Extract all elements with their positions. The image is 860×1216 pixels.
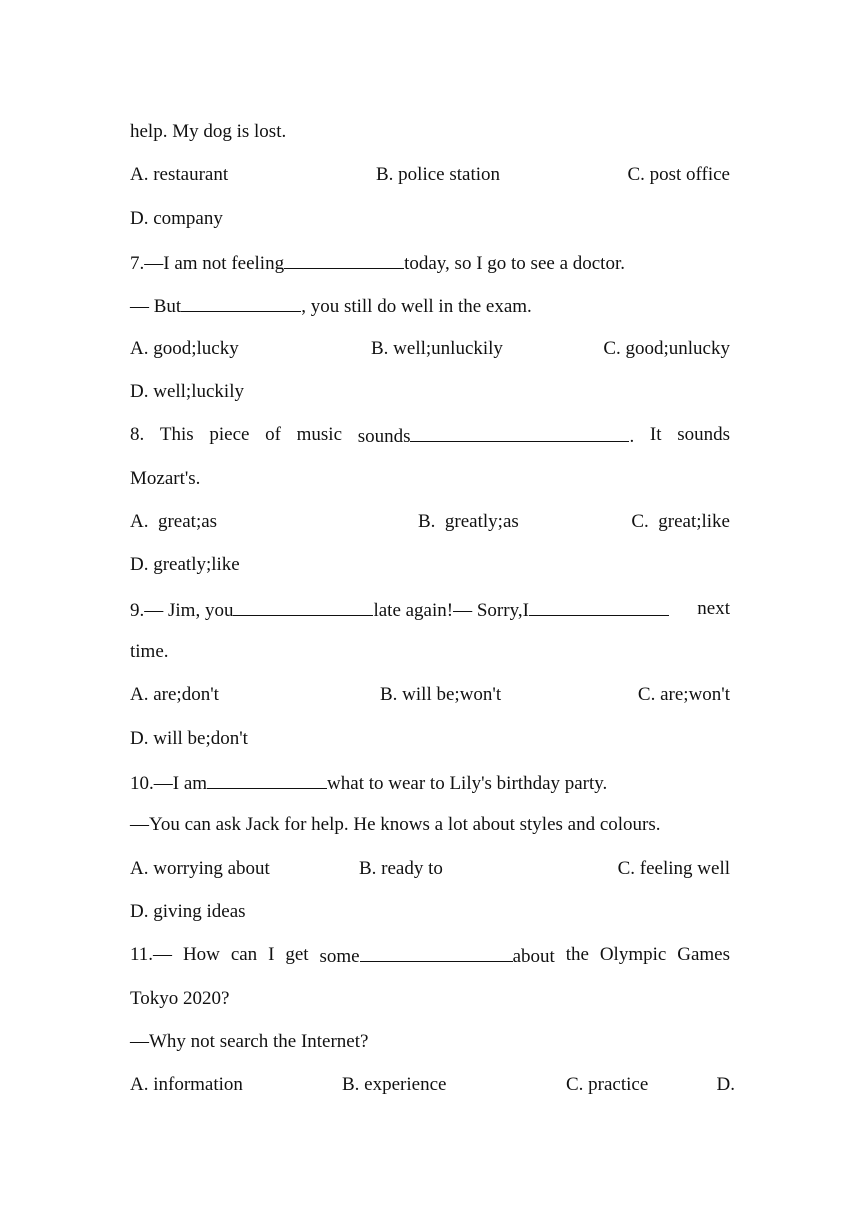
q8-stem xyxy=(130,421,730,449)
q11-option-d: D. xyxy=(716,1074,735,1095)
q6-option-a: A. restaurant xyxy=(130,164,229,185)
q10-stem-part-b: what to wear to Lily's birthday party. xyxy=(327,773,608,794)
q10-options-row xyxy=(130,855,730,883)
q11-word: some xyxy=(319,946,360,967)
q7-option-d: D. well;luckily xyxy=(130,381,244,402)
q11-word-with-blank xyxy=(319,941,554,969)
q11-word: 11.— xyxy=(130,944,173,965)
q11-word: the xyxy=(565,944,589,965)
text-line: help. My dog is lost. xyxy=(130,121,287,142)
q8-word: It xyxy=(649,424,662,445)
q8-word: piece xyxy=(209,424,250,445)
answer-blank xyxy=(181,291,301,312)
q8-word: of xyxy=(265,424,281,445)
q11-stem-continuation xyxy=(130,985,730,1013)
q7-reply xyxy=(130,291,730,319)
q11-word: about xyxy=(512,946,555,967)
q7-stem-part-b: today, so I go to see a doctor. xyxy=(404,253,625,274)
q11-reply xyxy=(130,1028,730,1056)
q9-options-row xyxy=(130,681,730,709)
q8-stem-continuation xyxy=(130,465,730,493)
q10-stem xyxy=(130,768,730,796)
q9-option-b: B. will be;won't xyxy=(380,684,502,705)
q11-option-a: A. information xyxy=(130,1074,243,1095)
q9-stem xyxy=(130,595,730,623)
q9-option-c: C. are;won't xyxy=(637,684,730,705)
q6-option-d: D. company xyxy=(130,208,223,229)
q11-option-c: C. practice xyxy=(566,1074,649,1095)
answer-blank xyxy=(233,595,373,616)
answer-blank xyxy=(529,595,669,616)
q8-period: . xyxy=(629,426,635,447)
q10-stem-part-a: 10.—I am xyxy=(130,773,208,794)
answer-blank xyxy=(410,421,629,442)
q6-option-d-row xyxy=(130,205,730,233)
answer-blank xyxy=(360,941,513,962)
q6-stem-continuation xyxy=(130,118,730,146)
text-line: Tokyo 2020? xyxy=(130,988,230,1009)
q9-option-d: D. will be;don't xyxy=(130,728,248,749)
q7-options-row xyxy=(130,335,730,363)
q7-option-a: A. good;lucky xyxy=(130,338,239,359)
q6-option-c: C. post office xyxy=(627,164,730,185)
q8-word: sounds xyxy=(357,426,411,447)
q8-option-d-row xyxy=(130,551,730,579)
q8-option-b: B. greatly;as xyxy=(418,511,519,532)
q8-word: music xyxy=(296,424,343,445)
q11-word: Games xyxy=(677,944,730,965)
q9-stem-continuation xyxy=(130,638,730,666)
q8-word: 8. xyxy=(130,424,145,445)
text-line: —Why not search the Internet? xyxy=(130,1031,369,1052)
q8-option-a: A. great;as xyxy=(130,511,218,532)
q10-reply xyxy=(130,811,730,839)
q11-word: How xyxy=(182,944,220,965)
q10-option-b: B. ready to xyxy=(359,858,443,879)
answer-blank xyxy=(284,248,404,269)
text-line: Mozart's. xyxy=(130,468,201,489)
q9-option-d-row xyxy=(130,725,730,753)
q11-word: I xyxy=(268,944,275,965)
q8-option-c: C. great;like xyxy=(631,511,730,532)
q10-option-a: A. worrying about xyxy=(130,858,270,879)
q8-word: This xyxy=(159,424,194,445)
q7-reply-part-a: — But xyxy=(130,296,182,317)
answer-blank xyxy=(207,768,327,789)
q8-option-d: D. greatly;like xyxy=(130,554,240,575)
q11-word: Olympic xyxy=(599,944,667,965)
text-line: —You can ask Jack for help. He knows a lot about styles and colours. xyxy=(130,814,661,835)
q8-word-with-blank xyxy=(358,421,635,449)
q7-option-b: B. well;unluckily xyxy=(371,338,503,359)
q11-options-row xyxy=(130,1071,735,1099)
q7-stem xyxy=(130,248,730,276)
q7-stem-part-a: 7.—I am not feeling xyxy=(130,253,285,274)
q9-stem-part-a: 9.— Jim, you xyxy=(130,600,234,621)
q9-stem-part-c: next xyxy=(697,598,730,619)
q6-option-b: B. police station xyxy=(376,164,501,185)
q10-option-d-row xyxy=(130,898,730,926)
q8-options-row xyxy=(130,508,730,536)
q10-option-d: D. giving ideas xyxy=(130,901,246,922)
q11-word: get xyxy=(285,944,309,965)
q9-stem-part-b: late again!— Sorry,I xyxy=(373,600,529,621)
q7-option-c: C. good;unlucky xyxy=(603,338,730,359)
q6-options-row xyxy=(130,161,730,189)
q9-option-a: A. are;don't xyxy=(130,684,219,705)
q9-stem-group xyxy=(130,595,669,623)
text-line: time. xyxy=(130,641,169,662)
q11-option-b: B. experience xyxy=(342,1074,447,1095)
q7-option-d-row xyxy=(130,378,730,406)
q7-reply-part-b: , you still do well in the exam. xyxy=(301,296,532,317)
q11-stem xyxy=(130,941,730,969)
q10-option-c: C. feeling well xyxy=(617,858,730,879)
q8-word: sounds xyxy=(677,424,730,445)
q11-word: can xyxy=(230,944,258,965)
